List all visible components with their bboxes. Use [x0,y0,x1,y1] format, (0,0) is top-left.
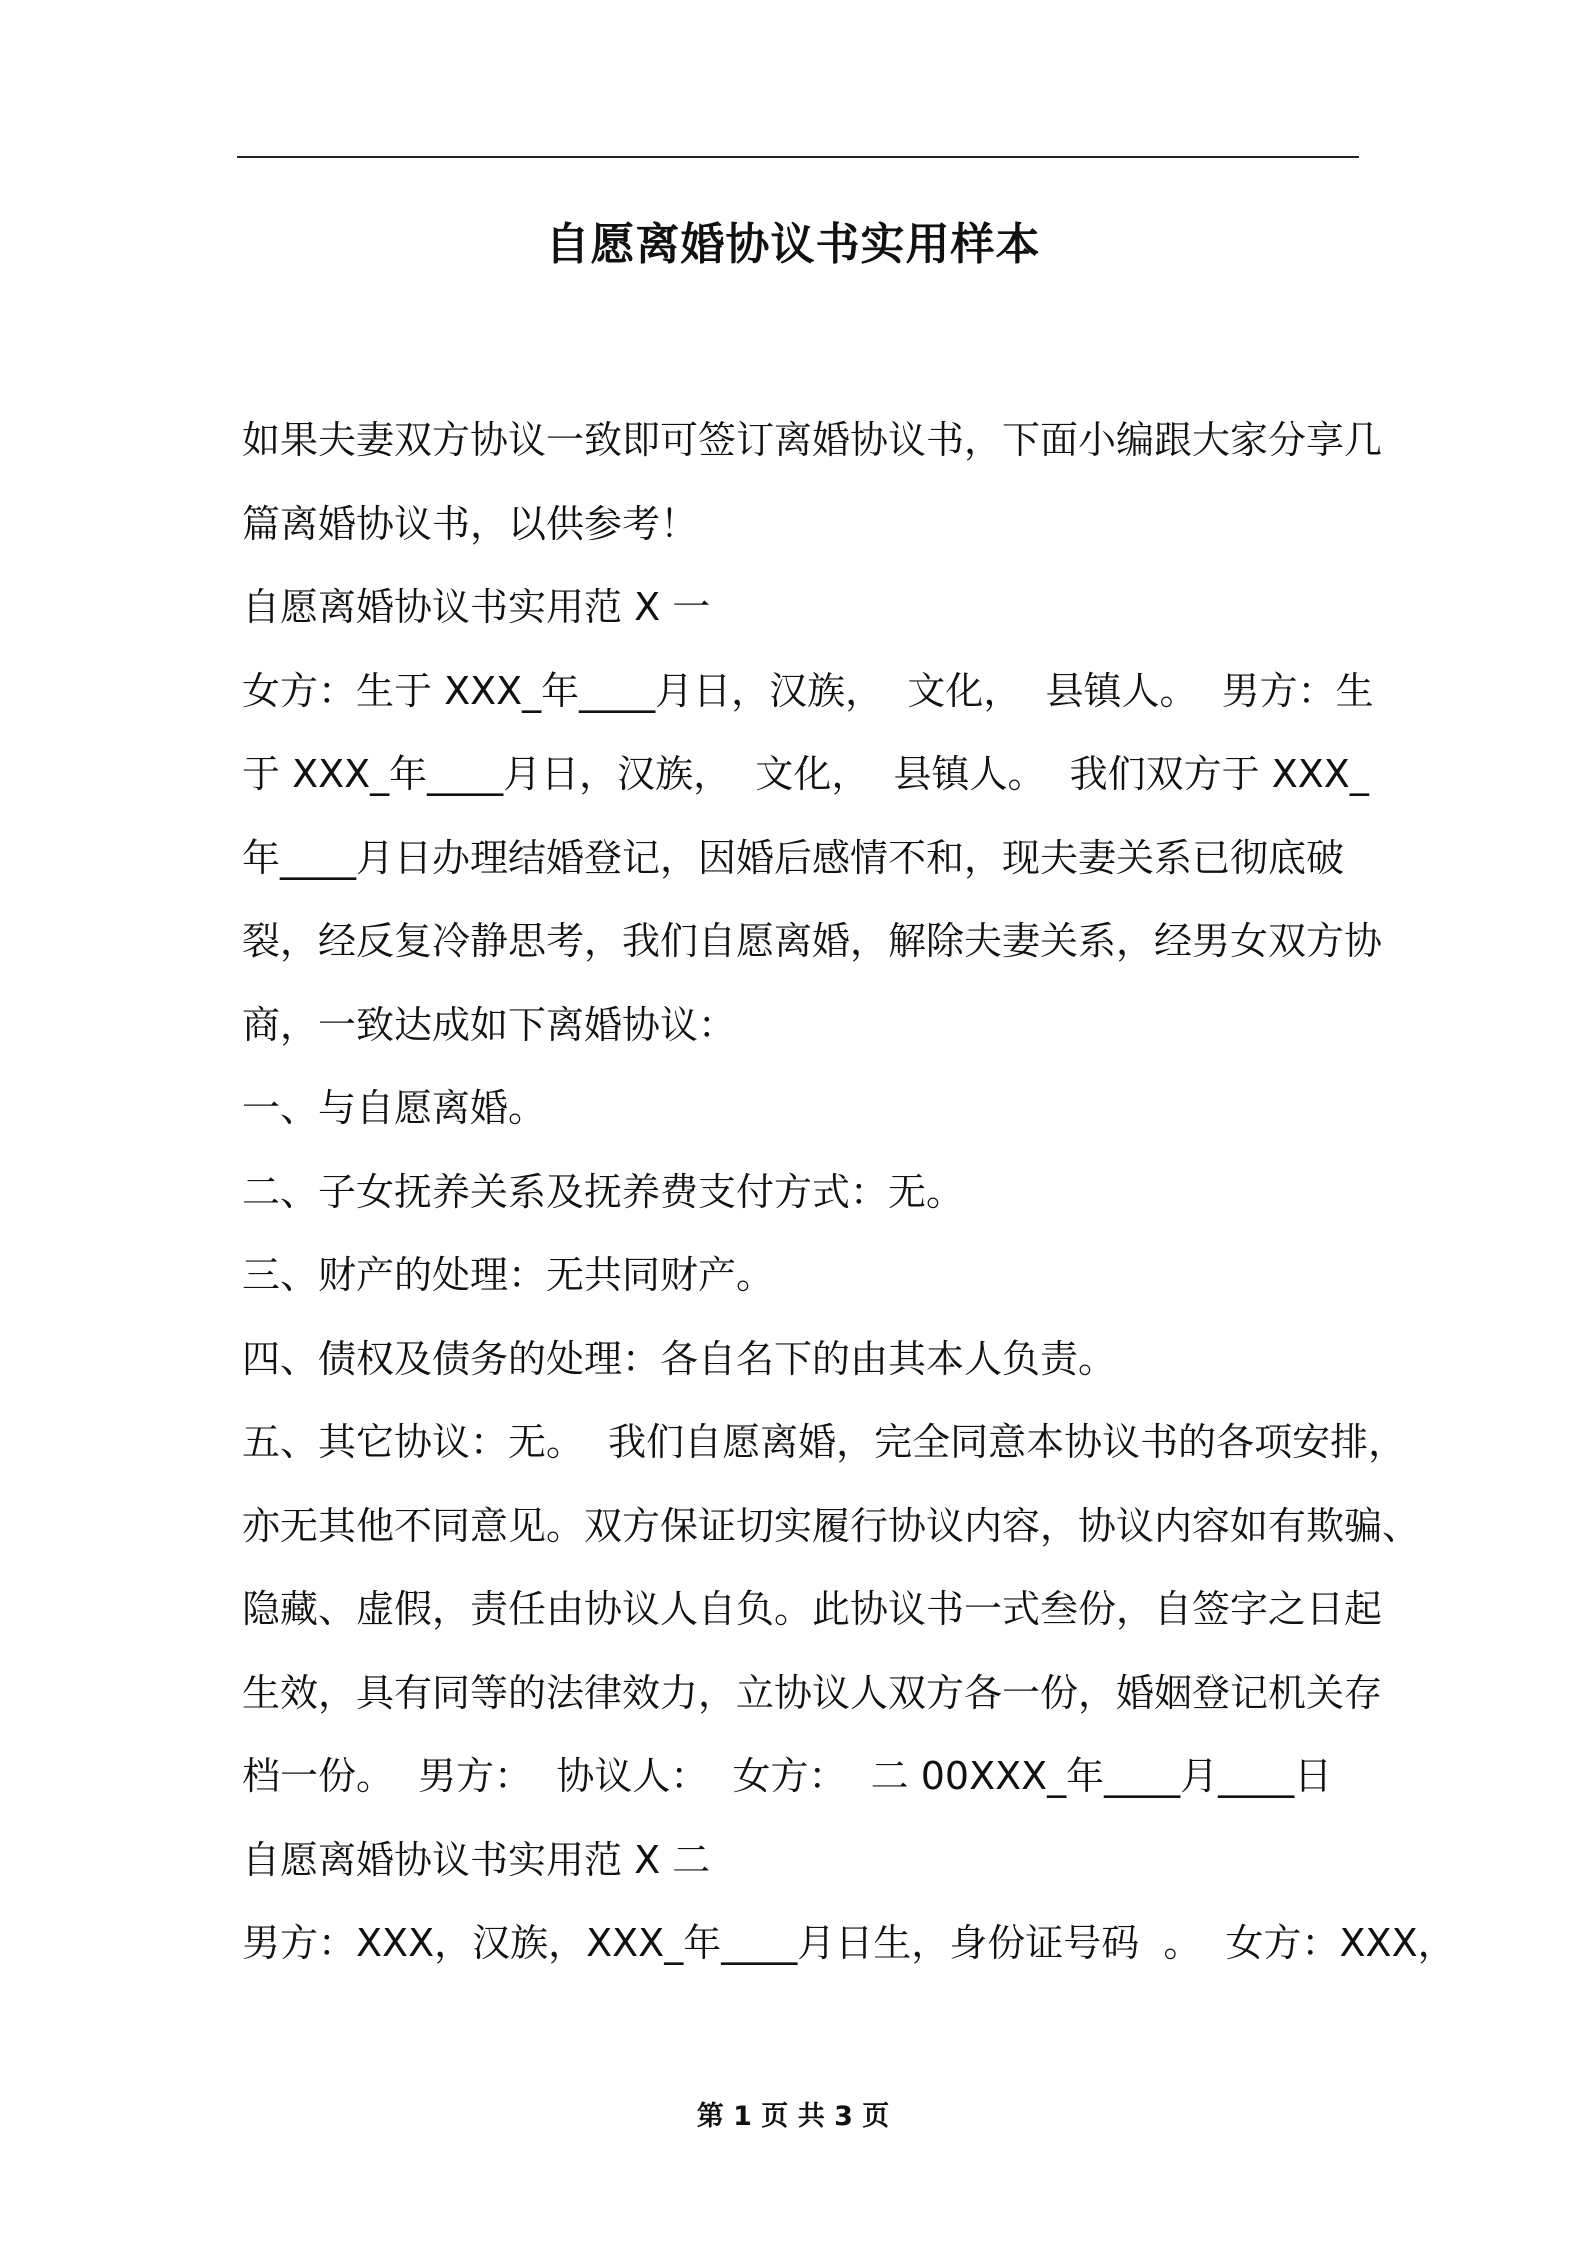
body-line: 男方：XXX，汉族，XXX_年____月日生，身份证号码 。 女方：XXX， [242,1921,1456,1965]
clause-item: 五、其它协议：无。 我们自愿离婚，完全同意本协议书的各项安排， [242,1420,1407,1464]
body-line: 商，一致达成如下离婚协议： [242,1002,737,1047]
body-line: 年____月日办理结婚登记，因婚后感情不和，现夫妻关系已彻底破 [242,835,1345,880]
clause-item: 二、子女抚养关系及抚养费支付方式：无。 [242,1169,965,1214]
document-title: 自愿离婚协议书实用样本 [545,219,1041,270]
body-line: 裂，经反复冷静思考，我们自愿离婚，解除夫妻关系，经男女双方协 [242,919,1383,963]
clause-item: 四、债权及债务的处理：各自名下的由其本人负责。 [242,1336,1117,1381]
clause-item: 三、财产的处理：无共同财产。 [242,1253,775,1297]
header-rule [237,156,1359,158]
body-line: 生效，具有同等的法律效力，立协议人双方各一份，婚姻登记机关存 [242,1670,1383,1715]
body-line: 亦无其他不同意见。双方保证切实履行协议内容，协议内容如有欺骗、 [242,1503,1421,1548]
body-line: 隐藏、虚假，责任由协议人自负。此协议书一式叁份，自签字之日起 [242,1587,1383,1631]
body-line: 篇离婚协议书，以供参考！ [242,501,699,546]
page-number-footer: 第 1 页 共 3 页 [696,2101,890,2132]
document-body [242,402,1456,1989]
section-heading: 自愿离婚协议书实用范 X 一 [242,585,711,629]
body-line: 于 XXX_年____月日，汉族， 文化， 县镇人。 我们双方于 XXX_ [242,752,1369,796]
body-line: 女方：生于 XXX_年____月日，汉族， 文化， 县镇人。 男方：生 [242,668,1374,713]
signature-line: 档一份。 男方： 协议人： 女方： 二 00XXX_年____月____日 [242,1754,1333,1798]
clause-item: 一、与自愿离婚。 [242,1086,547,1130]
section-heading: 自愿离婚协议书实用范 X 二 [242,1837,711,1882]
body-line: 如果夫妻双方协议一致即可签订离婚协议书，下面小编跟大家分享几 [242,418,1383,462]
